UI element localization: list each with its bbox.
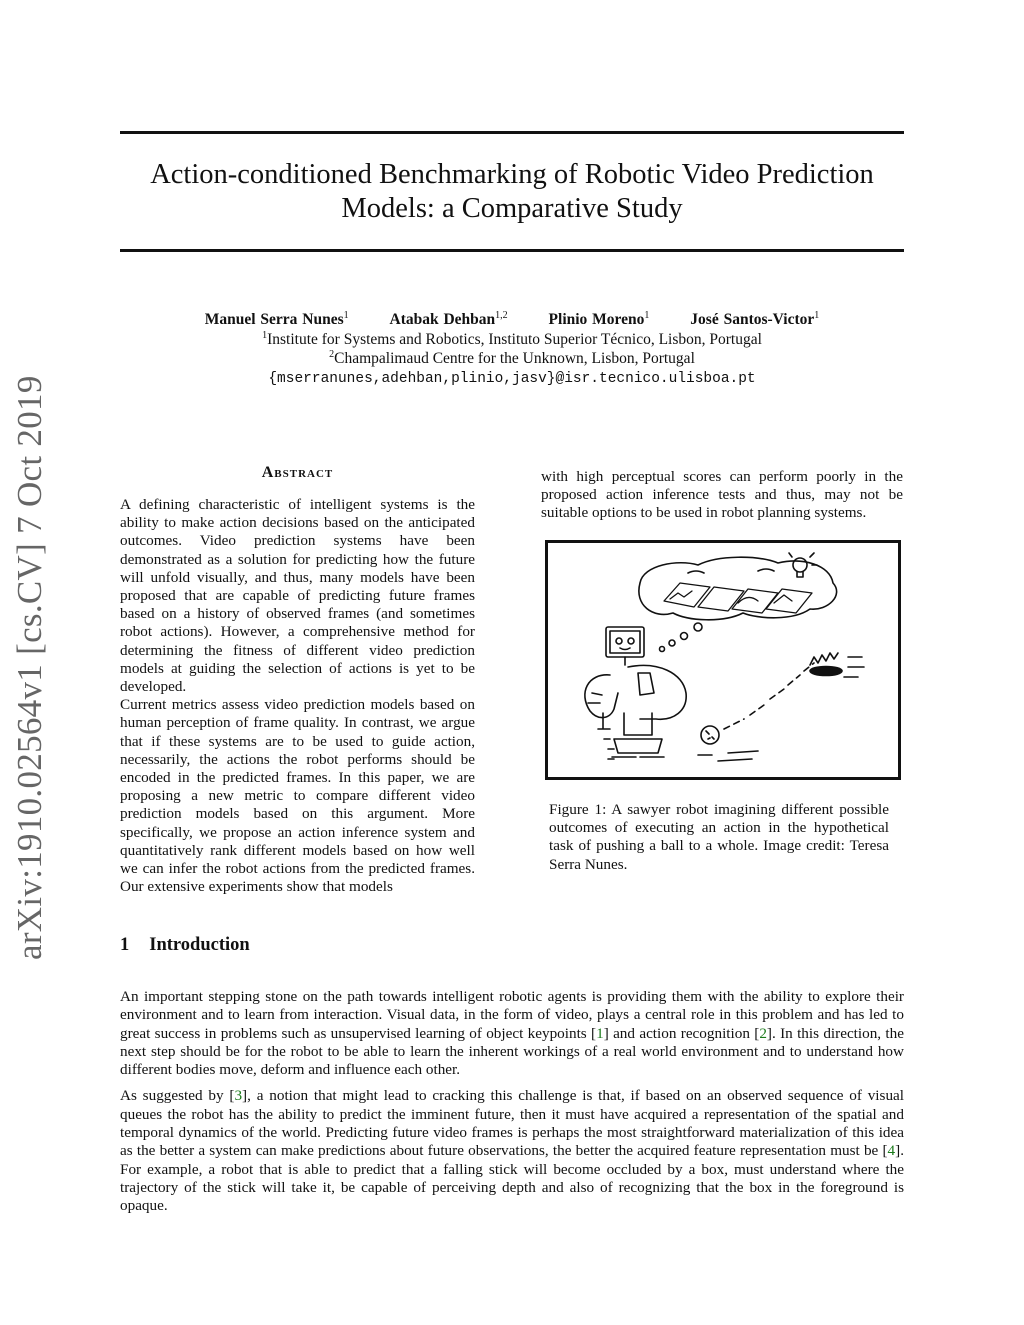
robot-illustration <box>548 543 898 777</box>
abstract-right-column <box>541 468 903 523</box>
affiliation-1: $^1$Institute for Systems and Robotics, Instituto Superior Técnico, Lisbon, Portugal <box>262 330 762 348</box>
author-3: Plinio Moreno$^1$ <box>548 310 650 328</box>
abstract-paragraph-1: A defining characteristic of intelligent systems is the ability to make action decisions based on the anticipated outcomes. Video prediction systems have been demonstrated as a solution for predicting how the future will unfold visually, and thus, many models have been proposed that are capable of predicting future frames based on a history of observed frames (and sometimes robot actions). However, a comprehensive method for determining the fitness of different video prediction models at guiding the selection of actions is yet to be developed. <box>120 496 475 696</box>
bottom-rule <box>120 249 904 252</box>
abstract-left-column <box>120 496 475 896</box>
author-4: José Santos-Victor$^1$ <box>690 310 820 328</box>
citation-1[interactable]: 1 <box>596 1024 604 1042</box>
section-number: 1 <box>120 935 130 955</box>
frame-2 <box>698 587 744 611</box>
citation-3[interactable]: 3 <box>234 1087 243 1105</box>
section-title: Introduction <box>149 935 250 955</box>
robot-arm <box>585 675 618 718</box>
citation-2[interactable]: 2 <box>759 1024 767 1042</box>
title-line-2: Models: a Comparative Study <box>341 193 683 224</box>
citation-4[interactable]: 4 <box>887 1142 896 1160</box>
top-rule <box>120 131 904 134</box>
author-emails[interactable]: {mserranunes,adehban,plinio,jasv}@isr.tecnico.ulisboa.pt <box>268 371 756 387</box>
ball <box>701 726 719 744</box>
lightbulb-icon <box>793 558 807 572</box>
section-heading-introduction <box>120 935 250 956</box>
trajectory <box>724 663 814 729</box>
abstract-paragraph-2: Current metrics assess video prediction models based on human perception of frame quality. In contrast, we argue that if these systems are to be used to guide action, necessarily, the actions the robot performs should be encoded in the predicted frames. In this paper, we are proposing a new metric to compare different video prediction models based on this argument. More specifically, we propose an action inference system and quantitatively rank different models based on how well we can infer the robot actions from the predicted frames. Our extensive experiments show that models <box>120 696 475 896</box>
author-2: Atabak Dehban$^{1,2}$ <box>389 310 508 328</box>
paper-title <box>120 158 904 226</box>
title-line-1: Action-conditioned Benchmarking of Robotic Video Prediction <box>150 159 874 190</box>
robot-body <box>628 665 686 719</box>
abstract-continuation: with high perceptual scores can perform poorly in the proposed action inference tests and thus, may not be suitable options to be used in robot planning systems. <box>541 468 903 522</box>
author-1: Manuel Serra Nunes$^1$ <box>204 310 349 328</box>
abstract-heading: Abstract <box>261 464 334 481</box>
author-list <box>120 311 904 329</box>
introduction-body <box>120 988 904 1224</box>
affiliation-2: $^2$Champalimaud Centre for the Unknown, Lisbon, Portugal <box>329 349 695 367</box>
intro-paragraph-2: As suggested by [3], a notion that might lead to cracking this challenge is that, if based on an observed sequence of visual queues the robot has the ability to predict the imminent future, then it must have acquired a representation of the spatial and temporal dynamics of the world. Predicting future video frames is perhaps the most straightforward materialization of this idea as the better a system can make predictions about future observations, the better the acquired feature representation must be [4]. For example, a robot that is able to predict that a falling stick will become occluded by a box, must understand where the trajectory of the stick will take it, be capable of perceiving depth and also of recognizing that the box in the foreground is opaque. <box>120 1087 904 1215</box>
figure-caption: Figure 1: A sawyer robot imagining different possible outcomes of executing an action in the hypothetical task of pushing a ball to a whole. Image credit: Teresa Serra Nunes. <box>549 801 889 873</box>
figure-1 <box>545 540 901 780</box>
hole <box>810 667 842 676</box>
arxiv-identifier: arXiv:1910.02564v1 [cs.CV] 7 Oct 2019 <box>10 375 49 960</box>
intro-paragraph-1: An important stepping stone on the path towards intelligent robotic agents is providing them with the ability to explore their environment and to learn from interaction. Visual data, in the form of video, plays a central role in this problem and has led to great success in problems such as unsupervised learning of object keypoints [1] and action recognition [2]. In this direction, the next step should be for the robot to be able to learn the inherent workings of a real world environment and to understand how different bodies move, deform and influence each other. <box>120 988 904 1079</box>
